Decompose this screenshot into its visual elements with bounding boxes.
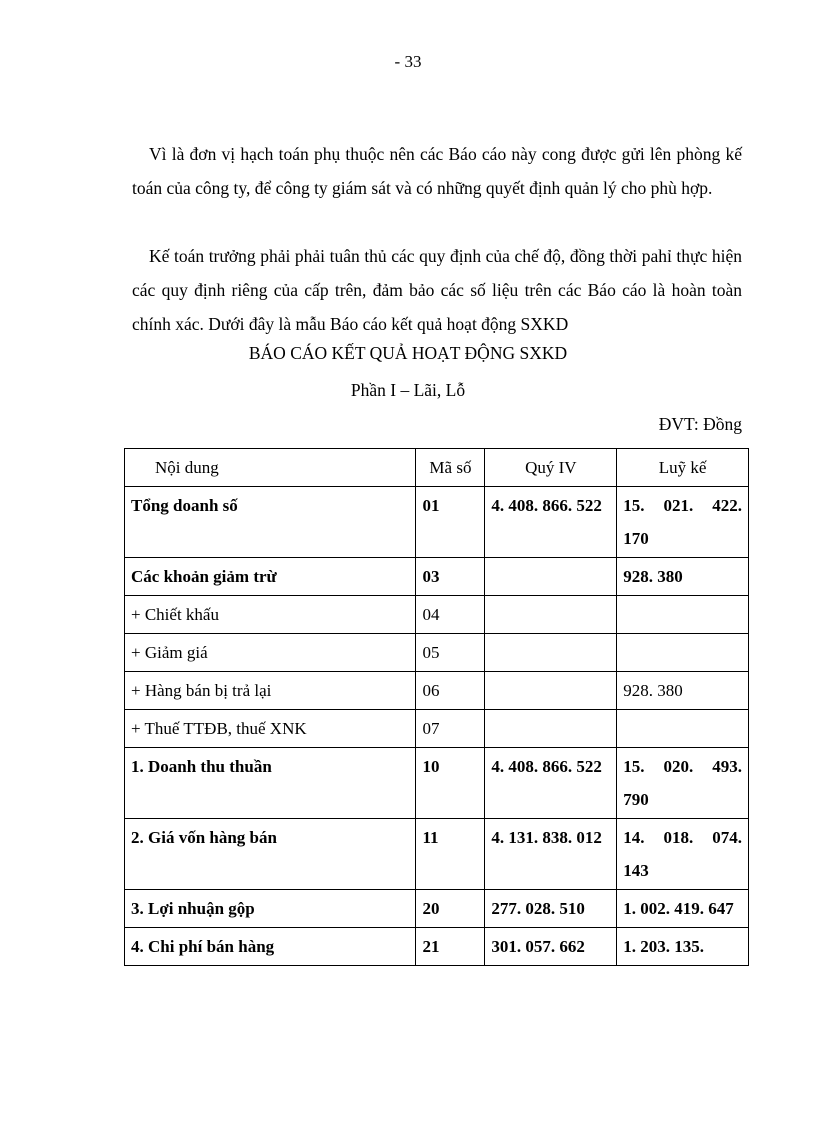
row-code: 20 — [416, 890, 485, 928]
row-label: 3. Lợi nhuận gộp — [125, 890, 416, 928]
row-label: + Thuế TTĐB, thuế XNK — [125, 710, 416, 748]
row-cumulative: 1. 203. 135. — [617, 928, 749, 966]
row-code: 06 — [416, 672, 485, 710]
header-q4: Quý IV — [485, 449, 617, 487]
table-row — [125, 487, 749, 558]
row-q4 — [485, 672, 617, 710]
currency-unit: ĐVT: Đồng — [658, 414, 742, 434]
row-code: 21 — [416, 928, 485, 966]
table-row — [125, 748, 749, 819]
row-label: + Chiết khấu — [125, 596, 416, 634]
row-label: Các khoản giảm trừ — [125, 558, 416, 596]
row-code: 10 — [416, 748, 485, 819]
table-row — [125, 890, 749, 928]
table-row — [125, 928, 749, 966]
row-q4: 4. 408. 866. 522 — [485, 487, 617, 558]
row-cumulative — [617, 596, 749, 634]
paragraph-1: Vì là đơn vị hạch toán phụ thuộc nên các Báo cáo này cong được gửi lên phòng kế toán của công ty, để công ty giám sát và có những quyết định quản lý cho phù hợp. — [132, 144, 742, 198]
row-label: 1. Doanh thu thuần — [125, 748, 416, 819]
table-header-row — [125, 449, 749, 487]
row-label: 2. Giá vốn hàng bán — [125, 819, 416, 890]
row-label: + Giảm giá — [125, 634, 416, 672]
row-cumulative: 15. 020. 493. 790 — [617, 748, 749, 819]
table-row — [125, 596, 749, 634]
row-code: 11 — [416, 819, 485, 890]
row-q4 — [485, 596, 617, 634]
table-row — [125, 672, 749, 710]
header-cumulative: Luỹ kế — [617, 449, 749, 487]
row-cumulative: 14. 018. 074. 143 — [617, 819, 749, 890]
row-cumulative: 928. 380 — [617, 558, 749, 596]
row-label: + Hàng bán bị trả lại — [125, 672, 416, 710]
row-label: Tổng doanh số — [125, 487, 416, 558]
row-cumulative: 928. 380 — [617, 672, 749, 710]
row-code: 05 — [416, 634, 485, 672]
row-code: 01 — [416, 487, 485, 558]
table-row — [125, 819, 749, 890]
row-cumulative: 1. 002. 419. 647 — [617, 890, 749, 928]
row-q4 — [485, 558, 617, 596]
row-label: 4. Chi phí bán hàng — [125, 928, 416, 966]
report-table — [124, 448, 749, 966]
row-code: 04 — [416, 596, 485, 634]
row-cumulative — [617, 710, 749, 748]
header-content: Nội dung — [125, 449, 416, 487]
page-number: - 33 — [394, 52, 422, 71]
row-q4: 301. 057. 662 — [485, 928, 617, 966]
report-subtitle: Phần I – Lãi, Lỗ — [350, 380, 466, 400]
row-q4: 4. 131. 838. 012 — [485, 819, 617, 890]
row-q4 — [485, 634, 617, 672]
row-cumulative — [617, 634, 749, 672]
row-cumulative: 15. 021. 422. 170 — [617, 487, 749, 558]
row-code: 03 — [416, 558, 485, 596]
row-q4: 4. 408. 866. 522 — [485, 748, 617, 819]
table-row — [125, 558, 749, 596]
row-q4: 277. 028. 510 — [485, 890, 617, 928]
report-title: BÁO CÁO KẾT QUẢ HOẠT ĐỘNG SXKD — [248, 343, 568, 363]
table-row — [125, 710, 749, 748]
paragraph-2: Kế toán trưởng phải phải tuân thủ các quy định của chế độ, đồng thời pahỉ thực hiện các quy định riêng của cấp trên, đảm bảo các số liệu trên các Báo cáo là hoàn toàn chính xác. Dưới đây là mẫu Báo cáo kết quả hoạt động SXKD — [132, 246, 742, 334]
header-code: Mã số — [416, 449, 485, 487]
table-row — [125, 634, 749, 672]
row-q4 — [485, 710, 617, 748]
row-code: 07 — [416, 710, 485, 748]
